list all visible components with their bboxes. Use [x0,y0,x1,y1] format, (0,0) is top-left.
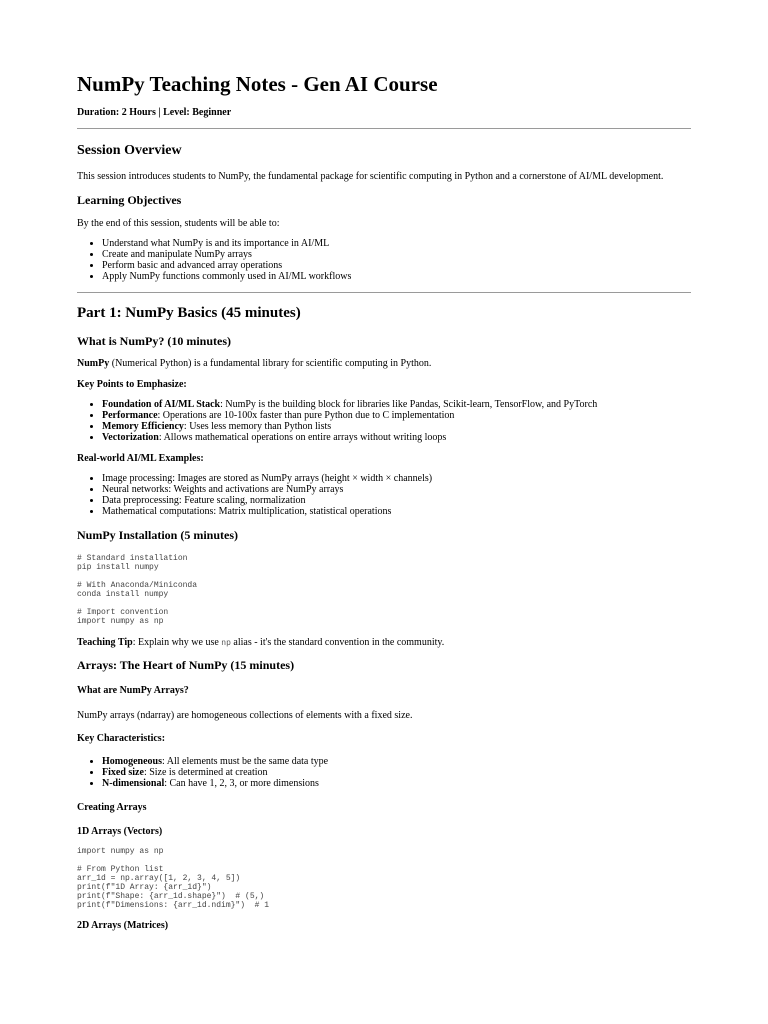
learning-objectives-intro: By the end of this session, students will be able to: [77,218,280,229]
what-are-arrays-heading: What are NumPy Arrays? [77,685,189,696]
list-item: • Create and manipulate NumPy arrays [102,249,351,260]
installation-code-block: # Standard installation pip install numpy # With Anaconda/Miniconda conda install numpy # Import convention import numpy as np [77,554,198,626]
twod-arrays-heading: 2D Arrays (Matrices) [77,920,169,931]
key-points-label: Key Points to Emphasize: [77,379,187,390]
page-title: NumPy Teaching Notes - Gen AI Course [77,72,438,96]
examples-list [77,473,432,517]
list-item: • Neural networks: Weights and activations are NumPy arrays [102,484,432,495]
divider [77,292,691,293]
list-item: • Image processing: Images are stored as NumPy arrays (height × width × channels) [102,473,432,484]
list-item: • Fixed size: Size is determined at creation [102,767,328,778]
list-item: • Foundation of AI/ML Stack: NumPy is the building block for libraries like Pandas, Scikit-learn, TensorFlow, and PyTorch [102,399,597,410]
examples-label: Real-world AI/ML Examples: [77,453,204,464]
arrays-heading: Arrays: The Heart of NumPy (15 minutes) [77,658,295,672]
list-item: • Understand what NumPy is and its importance in AI/ML [102,238,351,249]
characteristics-list [77,756,328,789]
definition-term: NumPy [77,358,110,369]
teaching-tip: Teaching Tip: Explain why we use np alias - it's the standard convention in the community. [77,637,445,648]
divider [77,128,691,129]
inline-code: np [221,639,231,648]
key-points-list [77,399,597,443]
part1-heading: Part 1: NumPy Basics (45 minutes) [77,305,301,321]
definition-text: (Numerical Python) is a fundamental library for scientific computing in Python. [109,358,432,369]
list-item: • N-dimensional: Can have 1, 2, 3, or more dimensions [102,778,328,789]
creating-arrays-heading: Creating Arrays [77,802,147,813]
list-item: • Homogeneous: All elements must be the same data type [102,756,328,767]
list-item: • Perform basic and advanced array operations [102,260,351,271]
duration-level-meta: Duration: 2 Hours | Level: Beginner [77,107,232,118]
installation-heading: NumPy Installation (5 minutes) [77,528,239,542]
list-item: • Mathematical computations: Matrix multiplication, statistical operations [102,506,432,517]
list-item: • Apply NumPy functions commonly used in AI/ML workflows [102,271,351,282]
session-overview-text: This session introduces students to NumPy, the fundamental package for scientific computing in Python and a cornerstone of AI/ML development. [77,171,664,182]
list-item: • Performance: Operations are 10-100x faster than pure Python due to C implementation [102,410,597,421]
oned-code-block: import numpy as np # From Python list arr_1d = np.array([1, 2, 3, 4, 5]) print(f"1D Array: {arr_1d}") print(f"Shape: {arr_1d.shape}") # (5,) print(f"Dimensions: {arr_1d.ndim}") # 1 [77,847,270,910]
learning-objectives-list [77,238,351,282]
session-overview-heading: Session Overview [77,143,182,158]
what-is-numpy-heading: What is NumPy? (10 minutes) [77,334,232,348]
what-are-arrays-text: NumPy arrays (ndarray) are homogeneous collections of elements with a fixed size. [77,710,413,721]
list-item: • Data preprocessing: Feature scaling, normalization [102,495,432,506]
characteristics-label: Key Characteristics: [77,733,166,744]
list-item: • Vectorization: Allows mathematical operations on entire arrays without writing loops [102,432,597,443]
list-item: • Memory Efficiency: Uses less memory than Python lists [102,421,597,432]
oned-arrays-heading: 1D Arrays (Vectors) [77,826,163,837]
learning-objectives-heading: Learning Objectives [77,193,182,207]
numpy-definition [77,357,431,370]
